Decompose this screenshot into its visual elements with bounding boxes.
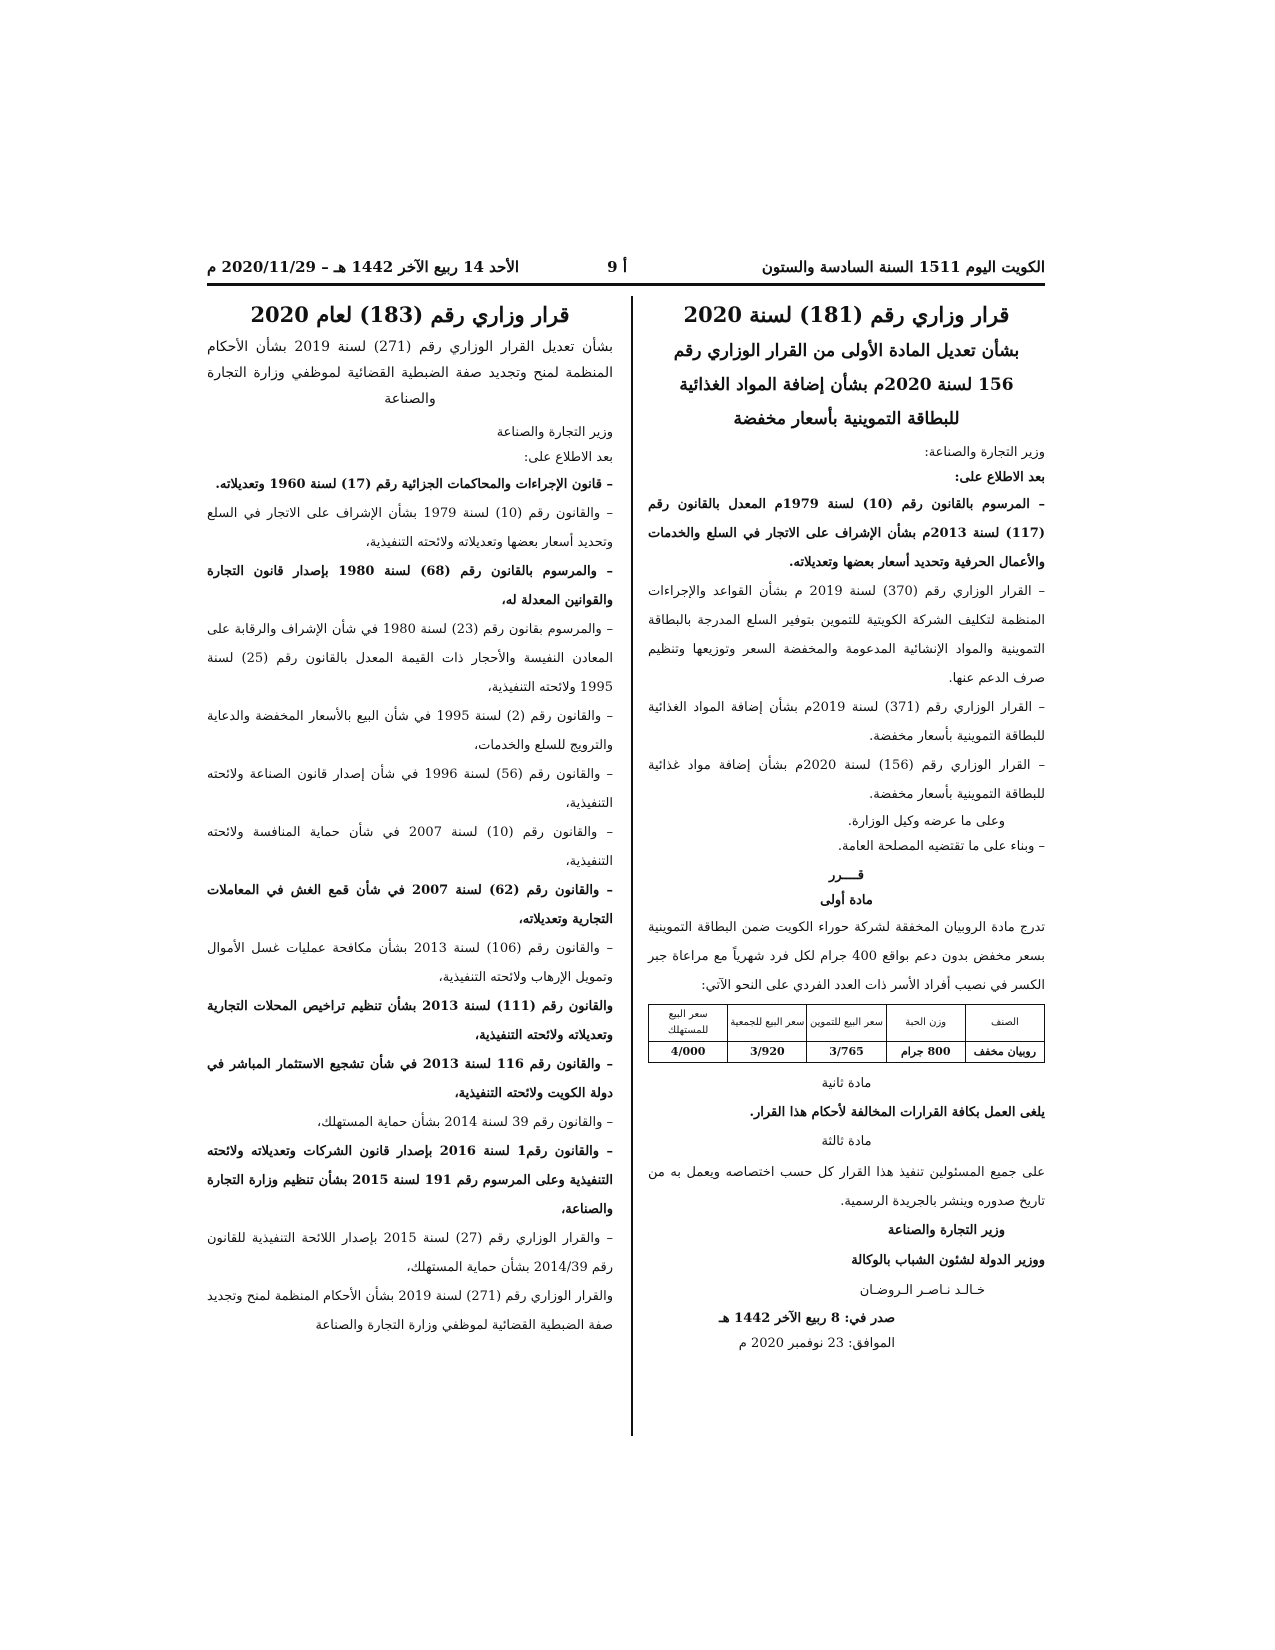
signature-title-2: ووزير الدولة لشئون الشباب بالوكالة: [851, 1253, 1045, 1268]
table-row: [649, 1042, 1045, 1063]
preamble-item: – والمرسوم بقانون رقم (23) لسنة 1980 في شأن الإشراف والرقابة على المعادن النفيسة والأحجار ذات القيمة المعدل بالقانون رقم (25) لسنة 1995 ولائحته التنفيذية،: [207, 622, 613, 695]
article-2-heading: مادة ثانية: [821, 1076, 872, 1091]
issue-date: صدر في: 8 ربيع الآخر 1442 هـ: [718, 1311, 895, 1326]
article-1-heading: مادة أولى: [820, 893, 873, 908]
preamble-item: – والقرار الوزاري رقم (27) لسنة 2015 بإصدار اللائحة التنفيذية للقانون رقم 2014/39 بشأن حماية المستهلك،: [207, 1231, 614, 1275]
decision-181-subtitle-line-2: 156 لسنة 2020م بشأن إضافة المواد الغذائية: [679, 375, 1014, 395]
page-header: [207, 254, 1045, 280]
preamble-item: – والقانون رقم (106) لسنة 2013 بشأن مكافحة عمليات غسل الأموال وتمويل الإرهاب ولائحته التنفيذية،: [207, 941, 613, 985]
header-divider: [207, 283, 1045, 286]
preamble-item: – والقانون رقم (62) لسنة 2007 في شأن قمع الغش في المعاملات التجارية وتعديلاته،: [207, 883, 613, 927]
preamble-item: والقانون رقم (111) لسنة 2013 بشأن تنظيم تراخيص المحلات التجارية وتعديلاته ولائحته التنفيذية،: [207, 999, 613, 1043]
decision-181-subtitle-line-1: بشأن تعديل المادة الأولى من القرار الوزاري رقم: [673, 341, 1020, 361]
price-table-header-row: [649, 1005, 1045, 1042]
header-page-number: أ 9: [607, 258, 627, 276]
preamble-item: – والقانون رقم (10) لسنة 1979 بشأن الإشراف على الاتجار في السلع وتحديد أسعار بعضها وتعديلاته ولائحته التنفيذية،: [207, 506, 613, 550]
table-cell: 3/920: [728, 1042, 807, 1063]
header-date: الأحد 14 ربيع الآخر 1442 هـ – 2020/11/29 م: [207, 258, 520, 276]
article-1-text: تدرج مادة الروبيان المخفقة لشركة حوراء الكويت ضمن البطاقة التموينية بسعر مخفض بدون دعم بواقع 400 جرام لكل فرد شهرياً مع مراعاة جبر الكسر في نصيب أفراد الأسر ذات العدد الفردي على النحو الآتي:: [648, 920, 1045, 993]
decided-heading: قــــرر: [829, 868, 864, 883]
preamble-item: – القرار الوزاري رقم (371) لسنة 2019م بشأن إضافة المواد الغذائية للبطاقة التموينية بأسعار مخفضة.: [648, 700, 1045, 744]
preamble-item: – المرسوم بالقانون رقم (10) لسنة 1979م المعدل بالقانون رقم (117) لسنة 2013م بشأن الإشراف على الاتجار في السلع والخدمات والأعمال الحرفية وتحديد أسعار بعضها وتعديلاته.: [648, 497, 1045, 570]
signature-title-1: وزير التجارة والصناعة: [887, 1223, 1005, 1238]
table-header-cell: الصنف: [965, 1005, 1044, 1042]
preamble-item: – والقانون رقم 39 لسنة 2014 بشأن حماية المستهلك،: [317, 1115, 613, 1130]
corresponding-date: الموافق: 23 نوفمبر 2020 م: [738, 1336, 895, 1351]
preamble-item: – والقانون رقم1 لسنة 2016 بإصدار قانون الشركات وتعديلاته ولائحته التنفيذية وعلى المرسوم رقم 191 لسنة 2015 بشأن تنظيم وزارة التجارة والصناعة،: [207, 1144, 613, 1217]
column-divider: [631, 296, 633, 1436]
public-interest-line: – وبناء على ما تقتضيه المصلحة العامة.: [837, 839, 1045, 854]
table-header-cell: سعر البيع للتموين: [807, 1005, 886, 1042]
article-3-heading: مادة ثالثة: [821, 1134, 872, 1149]
preamble-item: – القرار الوزاري رقم (370) لسنة 2019 م بشأن القواعد والإجراءات المنظمة لتكليف الشركة الكويتية للتموين بتوفير السلع المدرجة بالبطاقة التموينية والمواد الإنشائية المدعومة والمخفضة السعر وتوزيعها وتنظيم صرف الدعم عنها.: [648, 584, 1045, 686]
preamble-item: – والقانون رقم (10) لسنة 2007 في شأن حماية المنافسة ولائحته التنفيذية،: [207, 825, 614, 869]
decision-181-subtitle-line-3: للبطاقة التموينية بأسعار مخفضة: [733, 409, 960, 429]
table-cell: 4/000: [649, 1042, 728, 1063]
table-header-cell: سعر البيع للمستهلك: [649, 1005, 728, 1042]
minister-label: وزير التجارة والصناعة: [496, 425, 613, 440]
preamble-item: – والقانون رقم 116 لسنة 2013 في شأن تشجيع الاستثمار المباشر في دولة الكويت ولائحته التنفيذية،: [207, 1057, 613, 1101]
preamble-item: والقرار الوزاري رقم (271) لسنة 2019 بشأن الأحكام المنظمة لمنح وتجديد صفة الضبطية القضائية لموظفي وزارة التجارة والصناعة: [207, 1289, 614, 1333]
table-cell: روبيان مخفف: [965, 1042, 1044, 1063]
header-issue: الكويت اليوم 1511 السنة السادسة والستون: [761, 258, 1045, 276]
decision-183-title: قرار وزاري رقم (183) لعام 2020: [250, 302, 570, 327]
preamble-item: – القرار الوزاري رقم (156) لسنة 2020م بشأن إضافة مواد غذائية للبطاقة التموينية بأسعار مخفضة.: [648, 758, 1046, 802]
decision-181-title: قرار وزاري رقم (181) لسنة 2020: [683, 302, 1010, 327]
table-cell: 800 جرام: [886, 1042, 965, 1063]
after-review-label: بعد الاطلاع على:: [523, 450, 613, 465]
minister-label: وزير التجارة والصناعة:: [924, 445, 1045, 460]
article-2-text: يلغى العمل بكافة القرارات المخالفة لأحكام هذا القرار.: [749, 1105, 1045, 1120]
price-table: [648, 1004, 1045, 1063]
decision-183-subtitle: بشأن تعديل القرار الوزاري رقم (271) لسنة 2019 بشأن الأحكام المنظمة لمنح وتجديد صفة الضبطية القضائية لموظفي وزارة التجارة والصناعة: [207, 339, 613, 407]
table-cell: 3/765: [807, 1042, 886, 1063]
preamble-item: – قانون الإجراءات والمحاكمات الجزائية رقم (17) لسنة 1960 وتعديلاته.: [215, 477, 613, 492]
signature-name: خـالـد نـاصـر الـروضـان: [859, 1283, 985, 1298]
table-header-cell: سعر البيع للجمعية: [728, 1005, 807, 1042]
proposal-line: وعلى ما عرضه وكيل الوزارة.: [847, 814, 1005, 829]
decision-181-column: [648, 296, 1045, 1356]
preamble-item: – والقانون رقم (2) لسنة 1995 في شأن البيع بالأسعار المخفضة والدعاية والترويج للسلع والخدمات،: [207, 709, 613, 753]
preamble-item: – والقانون رقم (56) لسنة 1996 في شأن إصدار قانون الصناعة ولائحته التنفيذية،: [207, 767, 613, 811]
after-review-label: بعد الاطلاع على:: [954, 470, 1045, 485]
preamble-item: – والمرسوم بالقانون رقم (68) لسنة 1980 بإصدار قانون التجارة والقوانين المعدلة له،: [207, 564, 614, 608]
table-header-cell: وزن الحبة: [886, 1005, 965, 1042]
decision-183-column: [207, 296, 613, 1340]
article-3-text: على جميع المسئولين تنفيذ هذا القرار كل حسب اختصاصه ويعمل به من تاريخ صدوره وينشر بالجريدة الرسمية.: [648, 1165, 1045, 1209]
